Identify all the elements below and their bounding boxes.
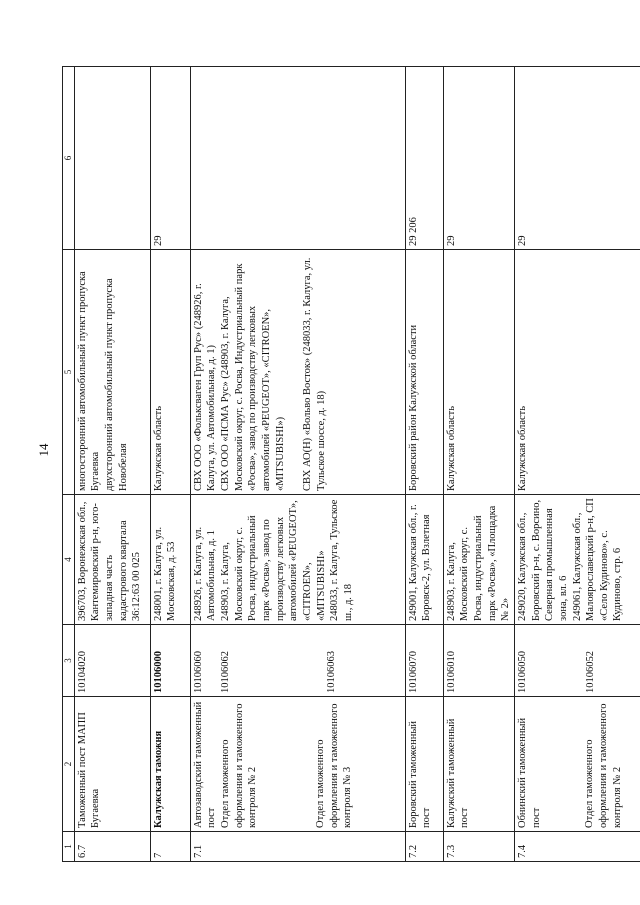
post-name: Таможенный пост МАПП Бугаевка [74,697,150,832]
column-number: 2 [63,697,75,832]
customs-table [62,66,640,862]
zone-of-activity: Боровский район Калужской области [405,250,443,495]
post-name: Калужский таможенный пост [443,697,514,832]
extra-code: 29 [515,67,640,250]
row-number: 7.2 [405,832,443,862]
post-address: 248926, г. Калуга, ул. Автомобильная, д. 1 248903, г. Калуга, Московский округ, с. Росва, индустриальный парк «Росва», завод по производству легковых автомобилей «PEUGEOT», «CITROEN», «MITSUBISHI» 248033, г. Калуга, Тульское ш., д. 18 [190,495,405,625]
post-address: 249020, Калужская обл., Боровский р-н, с. Ворсино, Северная промышленная зона, вл. 6 249061, Калужская обл., Малоярославецкий р-н, СП «Село Кудиново», с. Кудиново, стр. 6 [515,495,640,625]
zone-of-activity: Калужская область [150,250,190,495]
post-name: Обнинский таможенный пост Отдел таможенного оформления и таможенного контроля № 2 [515,697,640,832]
post-code: 10106070 [405,625,443,697]
post-name: Автозаводский таможенный пост Отдел таможенного оформления и таможенного контроля № 2 Отдел таможенного оформления и таможенного контроля № 3 [190,697,405,832]
column-number: 1 [63,832,75,862]
extra-code [190,67,405,250]
post-name: Боровский таможенный пост [405,697,443,832]
post-address: 248903, г. Калуга, Московский округ, с. Росва, индустриальный парк «Росва», «Площадка № 2» [443,495,514,625]
table-row [443,67,514,862]
table-row [515,67,640,862]
customs-code: 10106000 [150,625,190,697]
customs-address: 248001, г. Калуга, ул. Московская, д. 53 [150,495,190,625]
column-number: 3 [63,625,75,697]
table-row [150,67,190,862]
column-number-row [63,67,75,862]
column-number: 4 [63,495,75,625]
zone-of-activity: СВХ ООО «Фольксваген Груп Рус» (248926, г. Калуга, ул. Автомобильная, д. 1) СВХ ООО «ПСМА Рус» (248903, г. Калуга, Московский округ, с. Росва, Индустриальный парк «Росва», завод по производству легковых автомобилей «PEUGEOT», «CITROEN», «MITSUBISHI») СВХ АО(Н) «Вольво Восток» (248033, г. Калуга, ул. Тульское шоссе, д. 18) [190,250,405,495]
row-number: 6.7 [74,832,150,862]
table-row [190,67,405,862]
post-code: 10106060 10106062 10106063 [190,625,405,697]
post-code: 10106050 10106052 [515,625,640,697]
table-row [74,67,150,862]
zone-of-activity: многосторонний автомобильный пункт пропуска Бугаевка двухсторонний автомобильный пункт пропуска Новобелая [74,250,150,495]
column-number: 5 [63,250,75,495]
table-row [405,67,443,862]
extra-code: 29 206 [405,67,443,250]
extra-code [74,67,150,250]
row-number: 7.4 [515,832,640,862]
column-number: 6 [63,67,75,250]
zone-of-activity: Калужская область [443,250,514,495]
extra-code: 29 [443,67,514,250]
post-code: 10104020 [74,625,150,697]
extra-code: 29 [150,67,190,250]
page-number: 14 [36,443,51,457]
post-address: 249001, Калужская обл., г. Боровск-2, ул. Взлетная [405,495,443,625]
rotated-page [62,67,632,862]
customs-name: Калужская таможня [150,697,190,832]
post-code: 10106010 [443,625,514,697]
row-number: 7 [150,832,190,862]
zone-of-activity: Калужская область [515,250,640,495]
row-number: 7.3 [443,832,514,862]
post-address: 396703, Воронежская обл., Кантемировский р-н, юго-западная часть кадастрового квартала 36:12:63 00 025 [74,495,150,625]
row-number: 7.1 [190,832,405,862]
